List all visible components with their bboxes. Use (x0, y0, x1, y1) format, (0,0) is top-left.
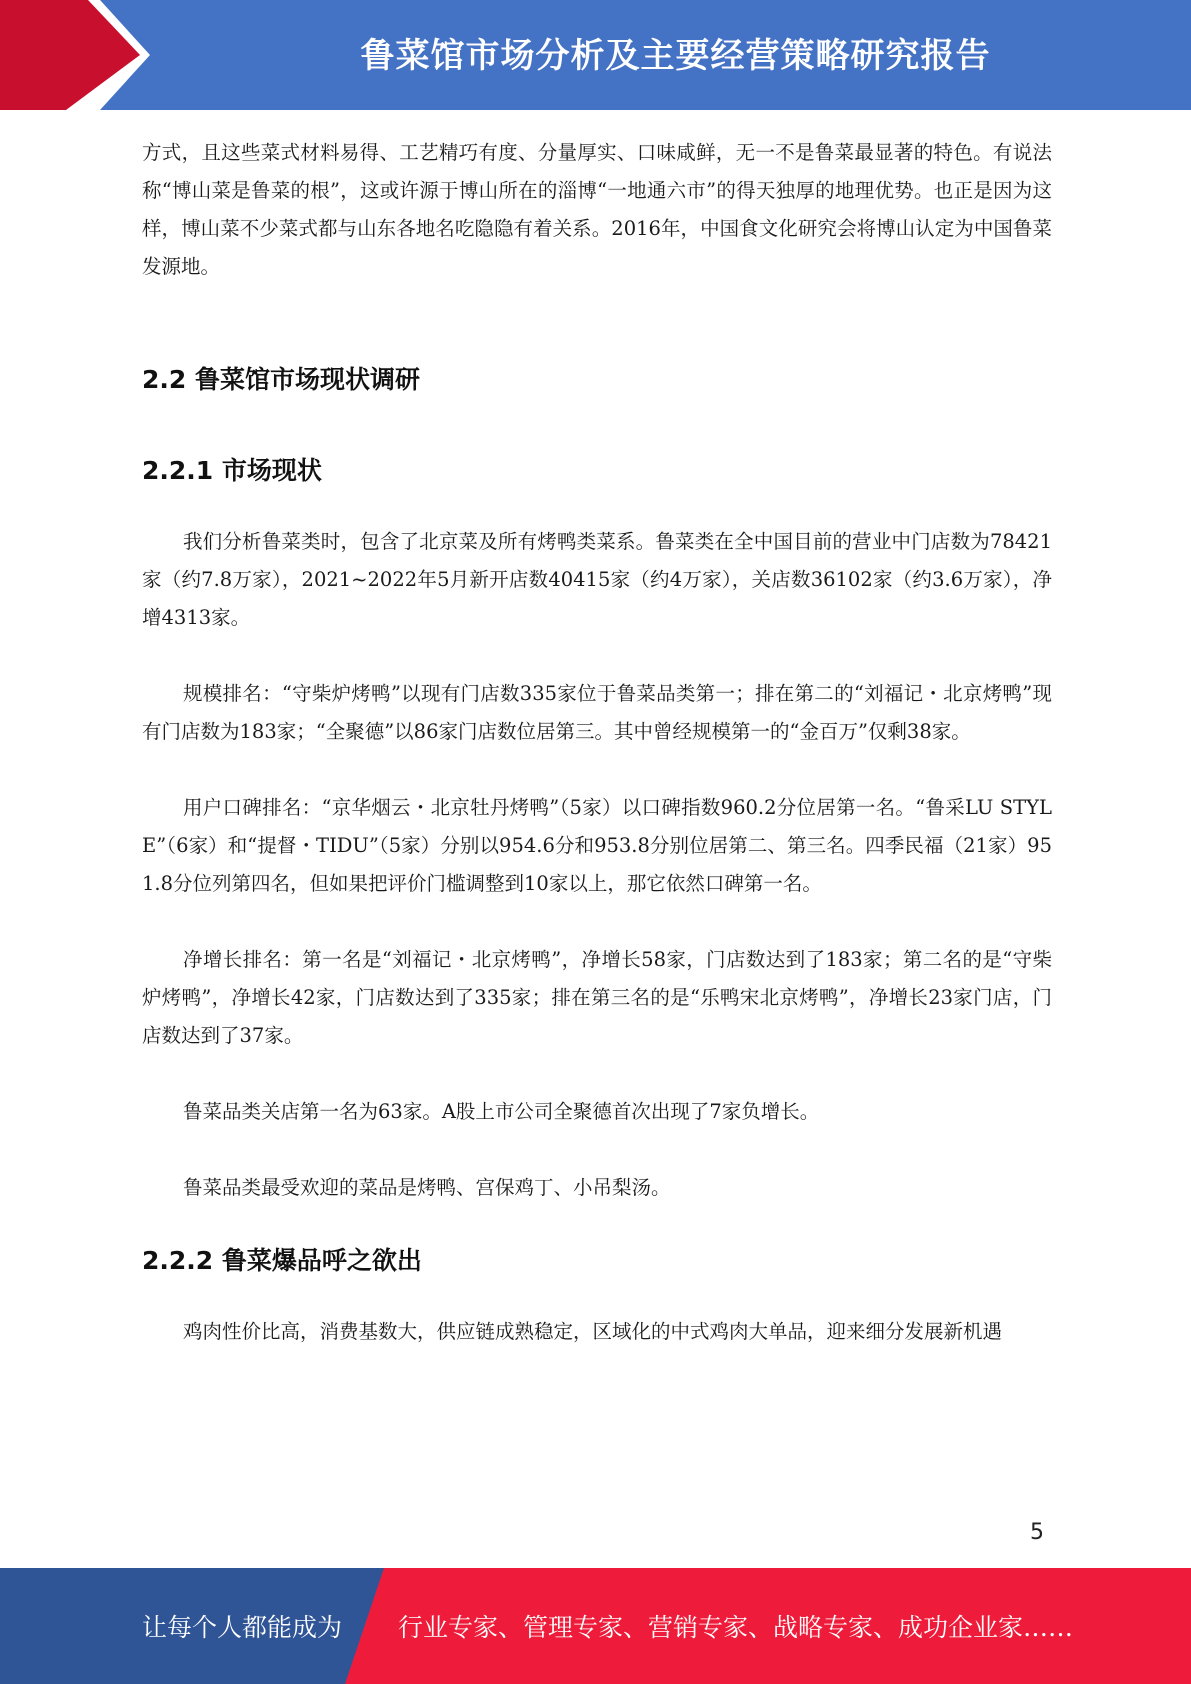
section-heading-2-2-2: 2.2.2 鲁菜爆品呼之欲出 (142, 1246, 422, 1275)
paragraph-reputation-ranking: 用户口碑排名：“京华烟云・北京牡丹烤鸭”（5家）以口碑指数960.2分位居第一名。“鲁采LU STYLE”（6家）和“提督・TIDU”（5家）分别以954.6分和953.8分别位居第二、第三名。四季民福（21家）951.8分位列第四名，但如果把评价门槛调整到10家以上，那它依然口碑第一名。 (142, 796, 1052, 895)
footer-slogan-right: 行业专家、管理专家、营销专家、战略专家、成功企业家…… (398, 1613, 1074, 1642)
document-body (142, 134, 1052, 1351)
intro-paragraph: 方式，且这些菜式材料易得、工艺精巧有度、分量厚实、口味咸鲜，无一不是鲁菜最显著的特色。有说法称“博山菜是鲁菜的根”，这或许源于博山所在的淄博“一地通六市”的得天独厚的地理优势。也正是因为这样，博山菜不少菜式都与山东各地名吃隐隐有着关系。2016年，中国食文化研究会将博山认定为中国鲁菜发源地。 (142, 141, 1052, 278)
section-heading-2-2-1: 2.2.1 市场现状 (142, 456, 322, 485)
section-heading-2-2: 2.2 鲁菜馆市场现状调研 (142, 365, 420, 394)
paragraph-growth-ranking: 净增长排名：第一名是“刘福记・北京烤鸭”，净增长58家，门店数达到了183家；第二名的是“守柴炉烤鸭”，净增长42家，门店数达到了335家；排在第三名的是“乐鸭宋北京烤鸭”，净增长23家门店，门店数达到了37家。 (142, 948, 1052, 1047)
paragraph-hit-products: 鸡肉性价比高，消费基数大，供应链成熟稳定，区域化的中式鸡肉大单品，迎来细分发展新机遇 (183, 1320, 1003, 1343)
footer-slogan-left: 让每个人都能成为 (142, 1613, 343, 1642)
page-number: 5 (1030, 1520, 1044, 1545)
page-footer (0, 1568, 1191, 1684)
header-title: 鲁菜馆市场分析及主要经营策略研究报告 (360, 35, 991, 76)
paragraph-market-overview: 我们分析鲁菜类时，包含了北京菜及所有烤鸭类菜系。鲁菜类在全中国目前的营业中门店数为78421家（约7.8万家），2021~2022年5月新开店数40415家（约4万家），关店数36102家（约3.6万家），净增4313家。 (142, 530, 1052, 629)
paragraph-closures: 鲁菜品类关店第一名为63家。A股上市公司全聚德首次出现了7家负增长。 (183, 1100, 820, 1123)
paragraph-scale-ranking: 规模排名：“守柴炉烤鸭”以现有门店数335家位于鲁菜品类第一；排在第二的“刘福记・北京烤鸭”现有门店数为183家；“全聚德”以86家门店数位居第三。其中曾经规模第一的“金百万”仅剩38家。 (142, 682, 1052, 743)
page-header (0, 0, 1191, 110)
paragraph-popular-dishes: 鲁菜品类最受欢迎的菜品是烤鸭、宫保鸡丁、小吊梨汤。 (183, 1176, 671, 1199)
